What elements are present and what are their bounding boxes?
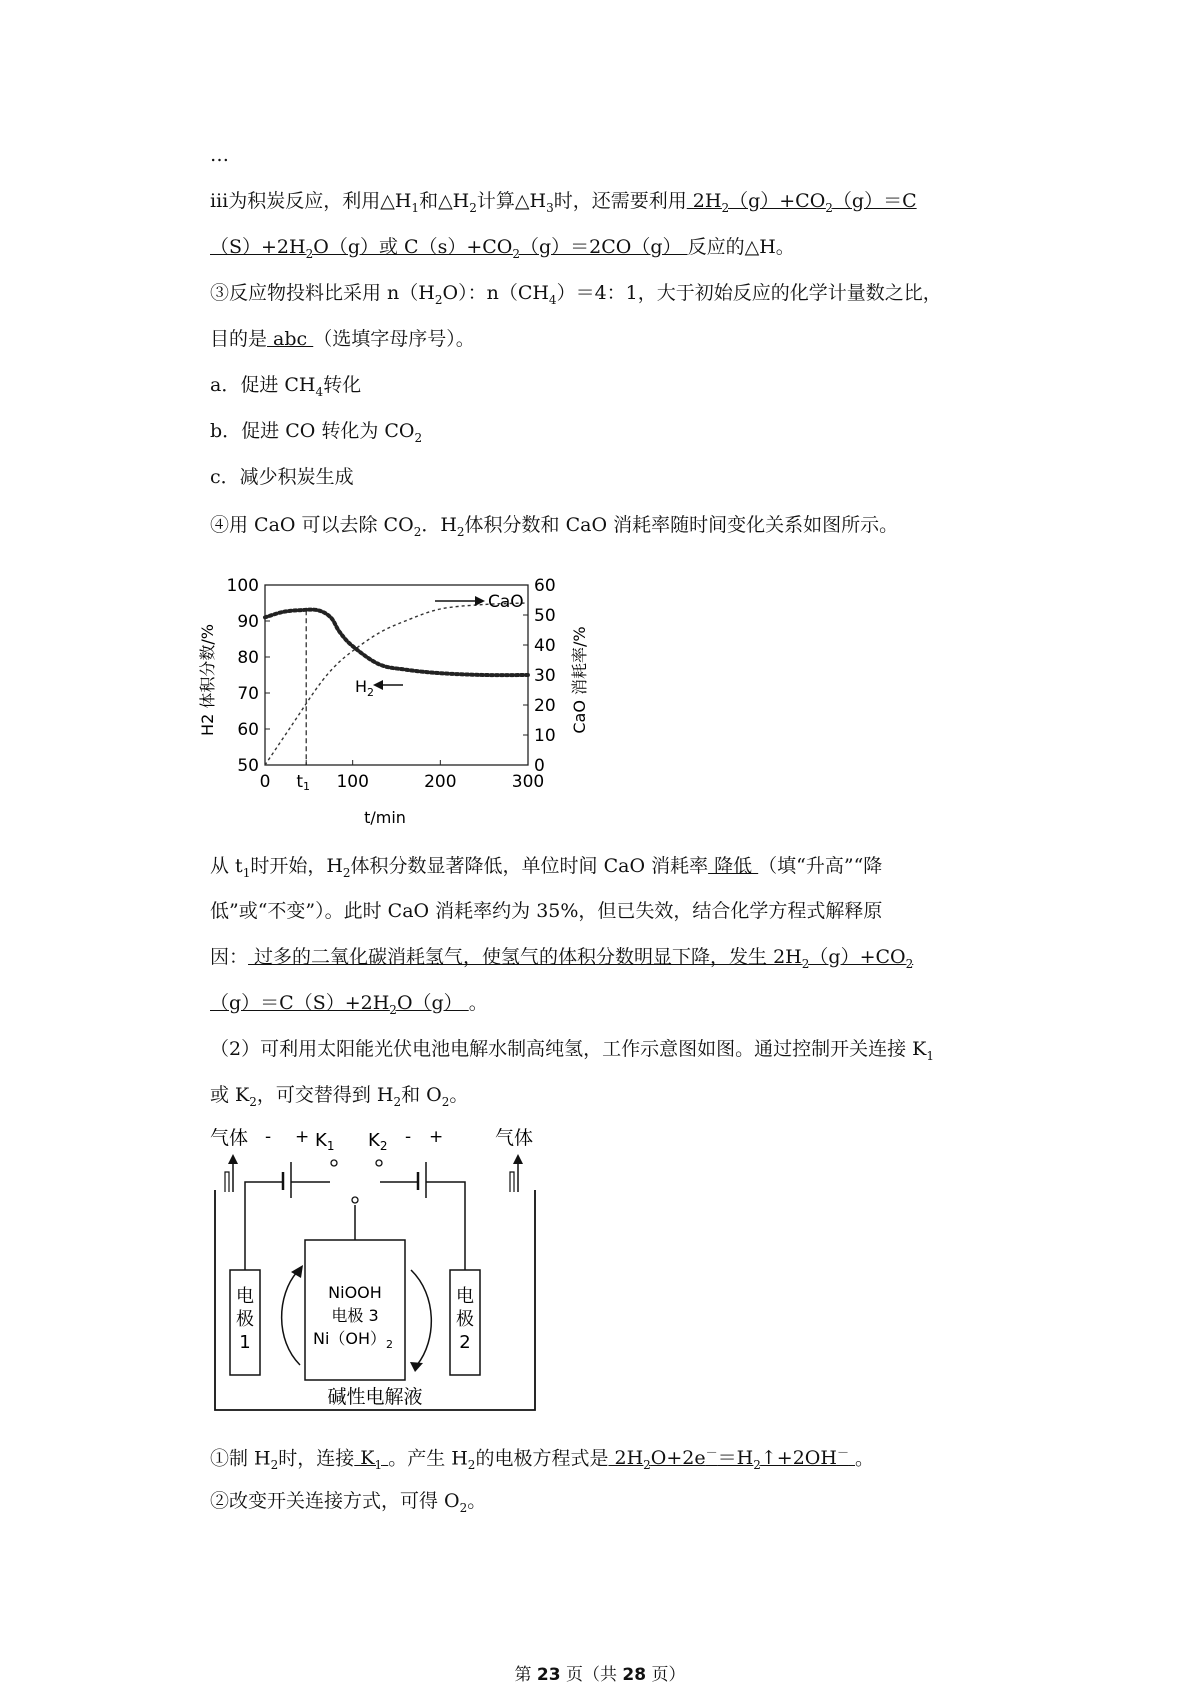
- y-axis-right-label: CaO 消耗率/%: [570, 626, 589, 734]
- electrolyte-label: 碱性电解液: [327, 1386, 423, 1408]
- y-right-tick-label: 10: [534, 726, 556, 746]
- wire-left: [245, 1182, 283, 1270]
- electrode-1-char-1: 电: [236, 1286, 254, 1307]
- paragraph-4: ④用 CaO 可以去除 $CO_2$．$H_2$体积分数和 CaO 消耗率随时间变化关系如图所示。: [210, 514, 899, 539]
- k1-contact[interactable]: [331, 1160, 337, 1166]
- h2-annotation: $H_2$: [355, 677, 375, 699]
- paragraph-10: 或 $K_2$，可交替得到 $H_2$和 $O_2$。: [210, 1084, 469, 1109]
- answer-electrode-equation: $2H_2O+2e^-=H_2↑+2OH^-$: [608, 1446, 849, 1473]
- gas-right-tube: [510, 1172, 514, 1192]
- battery-right-plus: +: [429, 1127, 444, 1147]
- k2-label: $K_2$: [368, 1130, 388, 1153]
- page-total: 28: [622, 1665, 647, 1685]
- gas-left-label: 气体: [210, 1127, 249, 1149]
- x-tick-label: 300: [511, 772, 545, 792]
- y-left-tick-label: 50: [237, 756, 259, 776]
- electrode-3-line-2: 电极 3: [331, 1306, 379, 1325]
- y-right-tick-label: 50: [534, 606, 556, 626]
- electrode-2-char-3: 2: [459, 1332, 471, 1353]
- switch-common-contact[interactable]: [352, 1197, 358, 1203]
- answer-reaction: $2H_2(g)+CO_2(g)=C$: [686, 190, 917, 215]
- wire-right-to-electrode2: [426, 1182, 465, 1270]
- electrode-3-line-3: $Ni(OH)_2$: [312, 1329, 394, 1351]
- paragraph-8: $(g)=C(S)+2H_2O(g)$ 。: [210, 992, 488, 1017]
- battery-right-minus: -: [405, 1127, 412, 1147]
- y-right-tick-label: 20: [534, 696, 556, 716]
- h2-cao-chart: [198, 565, 605, 835]
- option-c: c．减少积炭生成: [210, 466, 354, 488]
- y-right-tick-label: 30: [534, 666, 556, 686]
- electrode-3-line-1: NiOOH: [328, 1283, 382, 1302]
- electrode-1-char-3: 1: [239, 1332, 251, 1353]
- curved-arrow-right: [411, 1270, 431, 1365]
- battery-left-minus: -: [265, 1127, 272, 1147]
- answer-decrease: 降低: [708, 855, 759, 877]
- gas-right-label: 气体: [495, 1127, 534, 1149]
- y-left-tick-label: 60: [237, 720, 259, 740]
- answer-k1: $K_1$: [354, 1447, 383, 1473]
- paragraph-7: 因： 过多的二氧化碳消耗氢气，使氢气的体积分数明显下降，发生 $2H_2(g)+CO_2$: [210, 946, 914, 971]
- gas-right-arrow-head: [513, 1154, 523, 1164]
- paragraph-9: （2）可利用太阳能光伏电池电解水制高纯氢，工作示意图如图。通过控制开关连接 $K_1$: [210, 1038, 934, 1063]
- h2-arrow-head: [373, 680, 383, 690]
- question-1: ①制 $H_2$时，连接 $K_1$ 。产生 $H_2$的电极方程式是 $2H_2O+2e^-=H_2↑+2OH^-$ 。: [210, 1446, 875, 1473]
- page-footer: 第 23 页（共 28 页）: [514, 1665, 686, 1685]
- paragraph-iii-cont: $(S)+2H_2O(g)$或 $C(s)+CO_2(g)=2CO(g)$ 反应的△H。: [210, 236, 795, 261]
- answer-explanation: 过多的二氧化碳消耗氢气，使氢气的体积分数明显下降，发生 $2H_2(g)+CO_2$: [248, 946, 914, 971]
- curved-arrow-left: [282, 1272, 300, 1365]
- y-left-tick-label: 100: [226, 576, 259, 596]
- paragraph-5: 从 $t_1$时开始，$H_2$体积分数显著降低，单位时间 CaO 消耗率 降低 （填“升高”“降: [210, 855, 883, 880]
- electrode-2-char-1: 电: [456, 1286, 474, 1307]
- x-tick-label: t1: [296, 772, 311, 793]
- y-axis-left-label: H2 体积分数/%: [198, 624, 217, 736]
- y-right-tick-label: 40: [534, 636, 556, 656]
- paragraph-3: ③反应物投料比采用 $n(H_2O)$：$n(CH_4)=4$：1，大于初始反应的化学计量数之比，: [210, 282, 942, 307]
- answer-abc: abc: [267, 328, 314, 350]
- series-cao-line: [265, 603, 528, 765]
- page-number: 23: [536, 1665, 561, 1685]
- curved-arrow-right-head: [410, 1362, 423, 1372]
- battery-left-plus: +: [295, 1127, 310, 1147]
- y-right-tick-label: 0: [534, 756, 545, 776]
- option-a: a．促进 $CH_4$转化: [210, 374, 362, 399]
- k1-label: $K_1$: [315, 1130, 335, 1153]
- k2-contact[interactable]: [376, 1160, 382, 1166]
- y-right-tick-label: 60: [534, 576, 556, 596]
- electrode-1-char-2: 极: [236, 1309, 254, 1330]
- y-left-tick-label: 70: [237, 684, 259, 704]
- electrolysis-diagram: [205, 1120, 565, 1420]
- paragraph-iii: ⅲ为积炭反应，利用$\triangle H_1$和$\triangle H_2$计算$\triangle H_3$时，还需要利用 $2H_2(g)+CO_2(g)=C$: [210, 190, 917, 215]
- x-tick-label: 100: [336, 772, 369, 792]
- series-h2-line: [265, 610, 528, 676]
- option-b: b．促进 CO 转化为 $CO_2$: [210, 420, 423, 445]
- paragraph-6: 低”或“不变”）。此时 CaO 消耗率约为 35%，但已失效，结合化学方程式解释原: [210, 900, 883, 922]
- paragraph-3b: 目的是 abc （选填字母序号）。: [210, 328, 475, 350]
- x-axis-label: t/min: [364, 808, 406, 827]
- gas-left-arrow-head: [228, 1154, 238, 1164]
- ellipsis: …: [210, 144, 229, 166]
- electrode-2-char-2: 极: [456, 1309, 474, 1330]
- y-left-tick-label: 80: [237, 648, 259, 668]
- y-left-tick-label: 90: [237, 612, 259, 632]
- question-2: ②改变开关连接方式，可得 $O_2$。: [210, 1490, 487, 1515]
- gas-left-tube: [225, 1172, 229, 1192]
- curved-arrow-left-head: [291, 1265, 303, 1278]
- x-tick-label: 200: [424, 772, 457, 792]
- cao-annotation: CaO: [488, 592, 524, 612]
- x-tick-label: 0: [259, 772, 271, 792]
